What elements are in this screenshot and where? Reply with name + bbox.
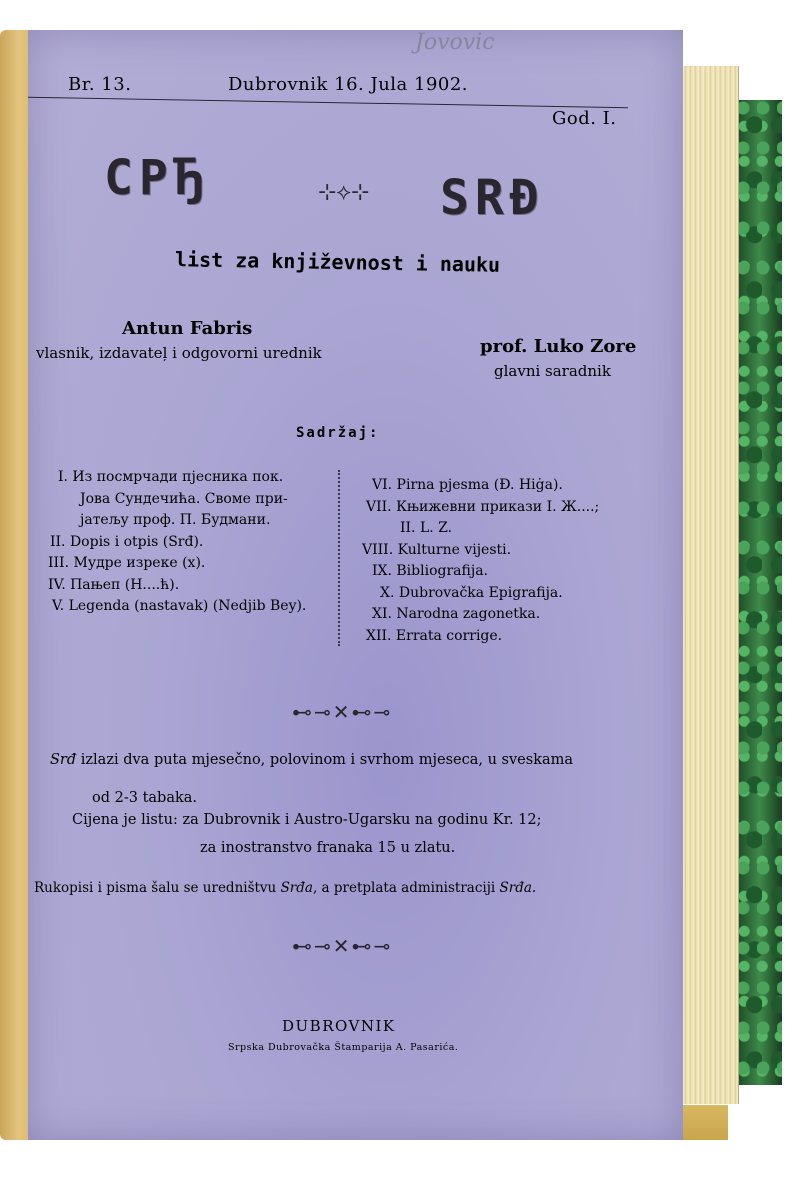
subtitle: list za književnost i nauku bbox=[174, 247, 501, 277]
contents-item: XII. Errata corrige. bbox=[366, 627, 503, 644]
volume-number: God. I. bbox=[552, 108, 617, 129]
journal-name: Srđa bbox=[280, 880, 313, 896]
title-ornament: ⊹⟡⊹ bbox=[318, 180, 370, 205]
contents-item: I. Из посмрчади пјесника пок. bbox=[58, 469, 284, 485]
contents-item: X. Dubrovačka Epigrafija. bbox=[380, 584, 563, 601]
associate-name: prof. Luko Zore bbox=[480, 336, 637, 357]
info-text: , a pretplata administraciji bbox=[312, 880, 496, 896]
contents-item: III. Мудре изреке (х). bbox=[48, 555, 206, 571]
associate-role: glavni saradnik bbox=[494, 362, 611, 380]
contents-heading: Sadržaj: bbox=[296, 425, 380, 441]
pencil-note: Jovovic bbox=[415, 30, 495, 55]
contents-item: V. Legenda (nastavak) (Nedjib Bey). bbox=[52, 598, 307, 614]
journal-name: Srđa. bbox=[499, 880, 537, 896]
ornament-divider: ⊷⊸✕⊷⊸ bbox=[292, 934, 393, 958]
title-latin: SRĐ bbox=[440, 170, 545, 226]
contents-divider bbox=[338, 470, 340, 646]
info-text: Rukopisi i pisma šalu se uredništvu bbox=[34, 880, 277, 896]
info-line-5 bbox=[34, 880, 536, 896]
contents-item: VII. Књижевни прикази І. Ж....; bbox=[366, 498, 600, 515]
owner-name: Antun Fabris bbox=[122, 318, 253, 339]
ornament-divider: ⊷⊸✕⊷⊸ bbox=[292, 700, 393, 724]
journal-name: Srđ bbox=[50, 752, 77, 768]
contents-item: II. L. Z. bbox=[400, 520, 453, 536]
contents-item: Јова Сундечића. Своме при- bbox=[80, 490, 288, 507]
issue-number: Br. 13. bbox=[68, 74, 132, 95]
info-line-1 bbox=[50, 752, 573, 768]
contents-item: VIII. Kulturne vijesti. bbox=[362, 541, 512, 558]
contents-right-column bbox=[362, 475, 599, 647]
issue-date: Dubrovnik 16. Jula 1902. bbox=[228, 74, 469, 95]
contents-item: VI. Pirna pjesma (Đ. Hiġa). bbox=[372, 477, 563, 493]
imprint-press: Srpska Dubrovačka Štamparija A. Pasarića. bbox=[228, 1042, 459, 1053]
info-text: izlazi dva puta mjesečno, polovinom i svrhom mjeseca, u sveskama bbox=[80, 752, 574, 768]
imprint-city: DUBROVNIK bbox=[282, 1017, 396, 1035]
info-line-4: za inostranstvo franaka 15 u zlatu. bbox=[200, 840, 456, 856]
contents-item: IX. Bibliografija. bbox=[372, 563, 488, 579]
contents-item: XI. Narodna zagonetka. bbox=[372, 606, 541, 622]
title-cyrillic: СРЂ bbox=[104, 150, 209, 206]
marbled-cover bbox=[735, 100, 782, 1085]
contents-item: IV. Пањеп (Н....ћ). bbox=[48, 576, 180, 593]
contents-item: II. Dopis i otpis (Srđ). bbox=[50, 533, 204, 550]
info-line-3: Cijena je listu: za Dubrovnik i Austro-Ugarsku na godinu Kr. 12; bbox=[72, 812, 542, 828]
contents-left-column bbox=[48, 467, 307, 618]
info-line-2: od 2-3 tabaka. bbox=[92, 790, 198, 806]
contents-item: јатељу проф. П. Будмани. bbox=[80, 512, 271, 528]
owner-role: vlasnik, izdavateļ i odgovorni urednik bbox=[36, 344, 322, 362]
